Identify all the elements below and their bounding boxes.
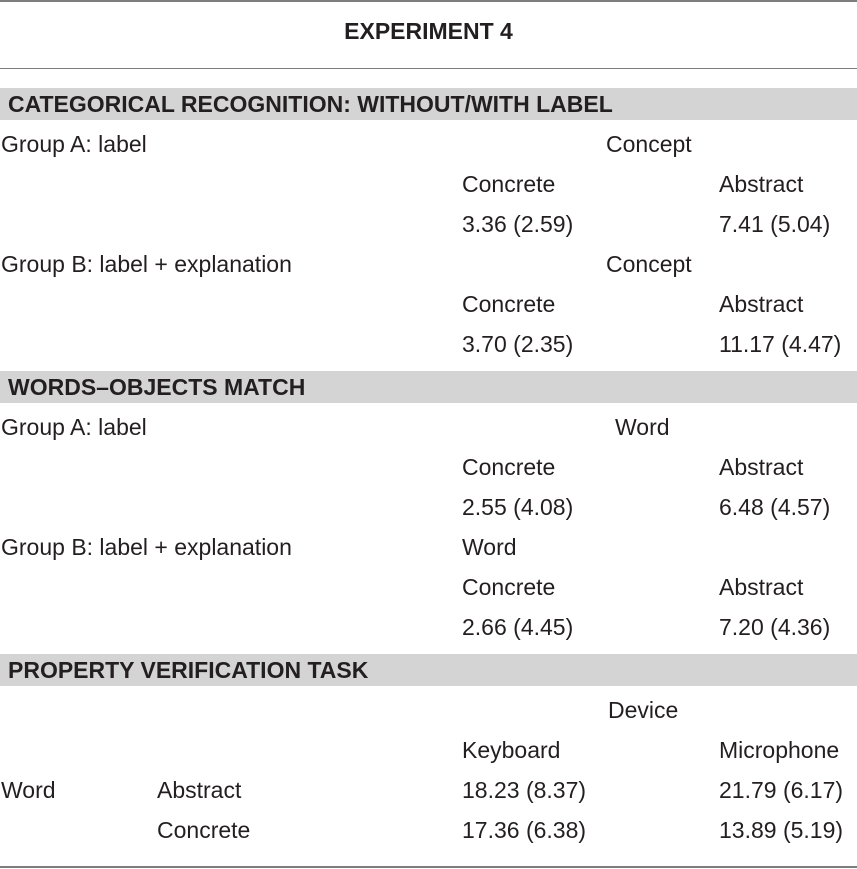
bottom-rule — [0, 866, 857, 868]
cell-value: 21.79 (6.17) — [719, 777, 844, 803]
section-heading: WORDS–OBJECTS MATCH — [8, 374, 306, 400]
row-factor-label: Word — [1, 777, 56, 803]
section-heading: PROPERTY VERIFICATION TASK — [8, 657, 369, 683]
cell-value: 11.17 (4.47) — [719, 331, 842, 357]
cell-value: 3.36 (2.59) — [462, 211, 574, 237]
group-label: Group B: label + explanation — [1, 251, 292, 277]
cell-value: 6.48 (4.57) — [719, 494, 831, 520]
column-header: Concrete — [462, 291, 556, 317]
column-header: Concrete — [462, 454, 556, 480]
column-header: Abstract — [719, 291, 804, 317]
cell-value: 17.36 (6.38) — [462, 817, 587, 843]
factor-label: Device — [608, 697, 679, 723]
column-header: Abstract — [719, 454, 804, 480]
cell-value: 2.55 (4.08) — [462, 494, 574, 520]
group-label: Group A: label — [1, 131, 147, 157]
column-header: Keyboard — [462, 737, 561, 763]
column-header: Abstract — [719, 171, 804, 197]
cell-value: 7.41 (5.04) — [719, 211, 831, 237]
column-header: Concrete — [462, 171, 556, 197]
section-heading: CATEGORICAL RECOGNITION: WITHOUT/WITH LABEL — [8, 91, 613, 117]
cell-value: 13.89 (5.19) — [719, 817, 844, 843]
top-rule — [0, 0, 857, 2]
cell-value: 3.70 (2.35) — [462, 331, 574, 357]
factor-label: Word — [462, 534, 517, 560]
cell-value: 7.20 (4.36) — [719, 614, 831, 640]
title-rule — [0, 68, 857, 69]
column-header: Abstract — [719, 574, 804, 600]
cell-value: 2.66 (4.45) — [462, 614, 574, 640]
factor-label: Concept — [606, 131, 692, 157]
table-title: EXPERIMENT 4 — [344, 18, 513, 44]
group-label: Group B: label + explanation — [1, 534, 292, 560]
cell-value: 18.23 (8.37) — [462, 777, 587, 803]
column-header: Concrete — [462, 574, 556, 600]
row-label: Concrete — [157, 817, 251, 843]
column-header: Microphone — [719, 737, 840, 763]
row-label: Abstract — [157, 777, 242, 803]
factor-label: Word — [615, 414, 670, 440]
factor-label: Concept — [606, 251, 692, 277]
group-label: Group A: label — [1, 414, 147, 440]
